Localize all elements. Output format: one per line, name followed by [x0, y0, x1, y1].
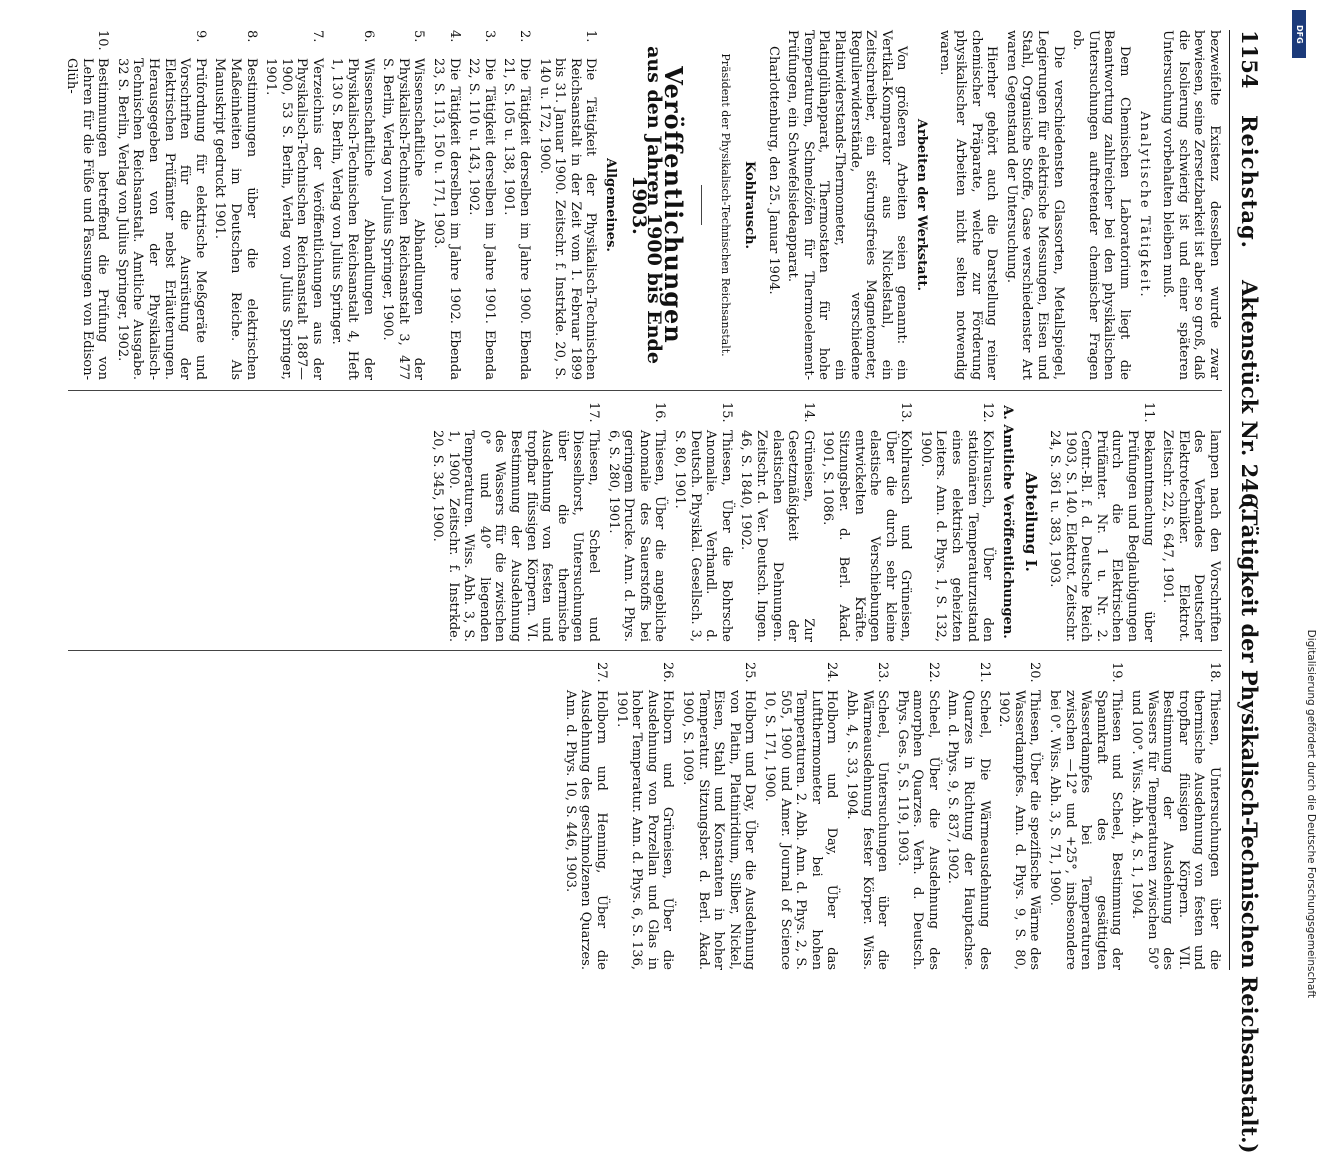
list-item — [945, 662, 992, 970]
list-item — [1046, 662, 1124, 970]
paragraph: bezweifelte Existenz desselben wurde zwar bewiesen, seine Zersetzbarkeit ist aber so groß, daß die Isolierung schwierig ist und einer späteren Untersuchung vorbehalten bleiben muß. — [1160, 30, 1222, 380]
dfg-logo-icon: DFG — [1292, 10, 1306, 58]
item-number: 20. — [1027, 662, 1043, 683]
column-left — [64, 30, 1222, 380]
section-heading: Arbeiten der Werkstatt. — [913, 118, 929, 292]
item-number: 16. — [652, 402, 668, 423]
signature: Kohlrausch. — [741, 160, 757, 249]
item-number: 17. — [586, 402, 602, 423]
column-divider — [68, 650, 1222, 651]
list-item — [917, 402, 995, 642]
item-text: Thiesen, Scheel und Diesselhorst, Untersuchungen über die thermische Ausdehnung von festen und tropfbar flüssigen Körpern. VI. Bestimmung der Ausdehnung des Wassers für die zwischen 0° und 40° liegenden Temperaturen. Wiss. Abh. 3, S. 1, 1900. Zeitschr. f. Instrkde. 20, S. 345, 1900. — [430, 430, 602, 642]
side-margin — [1290, 8, 1324, 998]
item-text: Wissenschaftliche Abhandlungen der Physikalisch-Technischen Reichsanstalt 4, Heft 1, 130 S. Berlin, Verlag von Julius Springer. — [329, 58, 376, 380]
item-number: 13. — [898, 402, 914, 423]
publication-list — [562, 662, 1222, 970]
item-text: Scheel, Untersuchungen über die Wärmeausdehnung fester Körper. Wiss. Abh. 4, S. 33, 1904. — [843, 690, 891, 970]
item-text: Die Tätigkeit derselben im Jahre 1902. Ebenda 23, S. 113, 150 u. 171, 1903. — [431, 58, 462, 380]
item-text: Die Tätigkeit derselben im Jahre 1901. Ebenda 22, S. 110 u. 143, 1902. — [466, 58, 497, 380]
paragraph: Hierher gehört auch die Darstellung reiner chemischer Präparate, welche zur Förderung physikalischer Arbeiten nicht selten notwendig waren. — [937, 30, 1000, 380]
item-text: Bekanntmachung über Prüfungen und Beglaubigungen durch die Elektrischen Prüfämter. Nr. 1 u. Nr. 2. Centr.-Bl. f. d. Deutsche Reich 1903, S. 140. Elektrot. Zeitschr. 24, S. 361 u. 383, 1903. — [1047, 430, 1156, 642]
header-center: Aktenstück Nr. 246. — [1237, 280, 1262, 515]
item-number: 9. — [192, 30, 208, 43]
header-right: (Tätigkeit der Physikalisch-Technischen Reichsanstalt.) — [1237, 500, 1262, 1153]
paragraph: Die verschiedensten Glassorten, Metallspiegel, Legierungen für elektrische Messungen, Eisen und Stahl, Organische Stoffe, Gase verschiedenster Art waren Gegenstand der Untersuchung. — [1003, 30, 1066, 380]
list-item — [1128, 662, 1222, 970]
item-text: Holborn und Henning, Über die Ausdehnung des geschmolzenen Quarzes. Ann. d. Phys. 10, S. 446, 1903. — [562, 690, 610, 970]
list-item — [430, 402, 602, 642]
item-number: 19. — [1109, 662, 1125, 683]
list-item — [562, 662, 609, 970]
list-item — [820, 402, 914, 642]
list-item — [738, 402, 816, 642]
divider — [701, 185, 702, 225]
list-item — [263, 30, 325, 380]
list-item — [1160, 402, 1222, 642]
item-number: 10. — [95, 30, 111, 51]
item-number: 27. — [594, 662, 610, 683]
item-text: Holborn und Grüneisen, Über die Ausdehnung von Porzellan und Glas in hoher Temperatur. Ann. d. Phys. 6, S. 136, 1901. — [613, 690, 676, 970]
column-right — [68, 662, 1222, 970]
list-item — [63, 30, 110, 380]
list-item — [894, 662, 941, 970]
list-item — [501, 30, 532, 380]
publications-title: Veröffentlichungen — [658, 66, 688, 344]
item-number: 26. — [660, 662, 676, 683]
item-number: 21. — [976, 662, 992, 683]
item-number: 7. — [309, 30, 325, 43]
item-text: Scheel, Über die Ausdehnung des amorphen Quarzes. Verh. d. Deutsch. Phys. Ges. 5, S. 119, 1903. — [894, 690, 941, 970]
page-header — [1229, 30, 1266, 1153]
item-text: Kohlrausch, Über den stationären Temperaturzustand eines elektrisch geheizten Leiters. Ann. d. Phys. 1, S. 132, 1900. — [917, 430, 996, 642]
list-item — [466, 30, 497, 380]
item-text: Scheel, Die Wärmeausdehnung des Quarzes in Richtung der Hauptachse. Ann. d. Phys. 9, S. 837, 1902. — [945, 690, 992, 970]
paragraph: Dem Chemischen Laboratorium liegt die Beantwortung zahlreicher bei den physikalischen Untersuchungen auftretender chemischer Fragen ob. — [1070, 30, 1133, 380]
item-number: 18. — [1207, 662, 1222, 683]
item-number: 8. — [243, 30, 259, 43]
item-text: Thiesen, Über die angebliche Anomalie des Sauerstoffs bei geringem Drucke. Ann. d. Phys. 6, S. 280, 1901. — [605, 430, 668, 642]
page-number: 1154 — [1237, 30, 1262, 89]
list-item — [605, 402, 667, 642]
list-item — [536, 30, 598, 380]
item-number: 14. — [800, 402, 816, 423]
column-middle — [68, 402, 1222, 642]
item-text: Thiesen und Scheel, Bestimmung der Spannkraft des gesättigten Wasserdampfes bei Temperaturen zwischen —12° und +25°, insbesondere bei 0°. Wiss. Abh. 3, S. 71, 1900. — [1047, 690, 1125, 970]
item-number: 4. — [446, 30, 462, 43]
item-text: Bestimmungen über die elektrischen Maßeinheiten im Deutschen Reiche. Als Manuskript gedruckt 1901. — [212, 58, 259, 380]
list-item — [671, 402, 733, 642]
item-text: lampen nach den Vorschriften des Verbandes Deutscher Elektrotechniker. Elektrot. Zeitschr. 22, S. 647, 1901. — [1160, 430, 1222, 642]
item-number: 3. — [481, 30, 497, 43]
section-heading: Allgemeines. — [603, 158, 618, 252]
list-item — [613, 662, 675, 970]
header-left: Reichstag. — [1237, 115, 1262, 249]
item-text: Die Tätigkeit derselben im Jahre 1900. Ebenda 21, S. 105 u. 138, 1901. — [501, 58, 533, 380]
item-number: 15. — [718, 402, 734, 423]
item-text: Verzeichnis der Veröffentlichungen aus der Physikalisch-Technischen Reichsanstalt 1887—1900, 53 S. Berlin, Verlag von Julius Springer, 1901. — [263, 58, 325, 380]
rotated-document-page — [54, 10, 1284, 1153]
item-number: 25. — [742, 662, 758, 683]
list-item — [996, 662, 1043, 970]
list-item — [430, 30, 461, 380]
paragraph: Von größeren Arbeiten seien genannt: ein Vertikal-Komparator aus Nickelstahl, ein Zeitschreiber, ein störungsfreies Magnetometer, Regulierwiderstände, verschiedene Platinwiderstands-Thermometer, ein Platinglühapparat, Thermostaten für hohe Temperaturen, Schmelzöfen für Thermoelement-Prüfungen, ein Schwefelsiedeapparat. — [785, 30, 910, 380]
list-item — [212, 30, 259, 380]
publications-subtitle: aus den Jahren 1900 bis Ende 1903. — [627, 46, 666, 364]
item-text: Holborn und Day, Über die Ausdehnung von Platin, Platiniridium, Silber, Nickel, Eisen, Stahl und Konstanten in hoher Temperatur. Sitzungsber. d. Berl. Akad. 1900, S. 1009. — [680, 690, 758, 970]
item-number: 23. — [875, 662, 891, 683]
item-number: 2. — [517, 30, 533, 43]
item-text: Grüneisen, Zur Gesetzmäßigkeit der elastischen Dehnungen. Zeitschr. d. Ver. Deutsch. Ingen. 46, S. 1840, 1902. — [738, 430, 816, 642]
item-number: 12. — [980, 402, 996, 423]
item-text: Thiesen, Untersuchungen über die thermische Ausdehnung von festen und tropfbar flüssigen Körpern. VII. Bestimmung der Ausdehnung des Wassers für Temperaturen zwischen 50° und 100°. Wiss. Abh. 4, S. 1, 1904. — [1129, 690, 1222, 970]
signature-title: Präsident der Physikalisch-Technischen Reichsanstalt. — [719, 53, 733, 357]
item-text: Kohlrausch und Grüneisen, Über die durch sehr kleine elastische Verschiebungen entwickelten Kräfte. Sitzungsber. d. Berl. Akad. 1901, S. 1086. — [820, 430, 914, 642]
publication-list — [63, 30, 598, 380]
publication-list — [430, 402, 996, 642]
item-number: 11. — [1140, 402, 1156, 423]
item-text: Die Tätigkeit der Physikalisch-Technischen Reichsanstalt in der Zeit vom 1. Februar 1899 bis 31. Januar 1900. Zeitschr. f. Instrkde. 20, S. 140 u. 172, 1900. — [536, 58, 599, 380]
list-item — [1046, 402, 1155, 642]
item-text: Thiesen, Über die spezifische Wärme des Wasserdampfes. Ann. d. Phys. 9, S. 80, 1902. — [996, 690, 1043, 970]
item-text: Prüfordnung für elektrische Meßgeräte und Vorschriften für die Ausrüstung der Elektrischen Prüfämter nebst Erläuterungen. Herausgegeben von der Physikalisch-Technischen Reichsanstalt. Amtliche Ausgabe. 32 S. Berlin, Verlag von Julius Springer, 1902. — [114, 58, 208, 380]
item-text: Bestimmungen betreffend die Prüfung von Lehren für die Füße und Fassungen von Edison-Glüh- — [64, 58, 111, 380]
item-number: 6. — [360, 30, 376, 43]
item-number: 5. — [411, 30, 427, 43]
section-heading: Analytische Tätigkeit. — [1136, 111, 1152, 299]
list-item — [761, 662, 839, 970]
column-divider — [68, 390, 1222, 391]
item-number: 22. — [925, 662, 941, 683]
item-text: Holborn und Day, Über das Luftthermometer bei hohen Temperaturen. 2. Abh. Ann. d. Phys. 2, S. 505, 1900 und Amer. Journal of Science 10, S. 171, 1900. — [761, 690, 840, 970]
publication-list — [1046, 402, 1222, 642]
item-text: Thiesen, Über die Bohrsche Anomalie. Verhandl. d. Deutsch. Physikal. Gesellsch. 3, S. 80, 1901. — [672, 430, 734, 642]
item-text: Wissenschaftliche Abhandlungen der Physikalisch-Technischen Reichsanstalt 3, 477 S. Berlin, Verlag von Julius Springer, 1900. — [380, 58, 427, 380]
section-heading: Abteilung I. — [1022, 472, 1041, 572]
digitization-note: Digitalisierung gefördert durch die Deutsche Forschungsgemeinschaft — [1305, 629, 1317, 998]
item-number: 24. — [824, 662, 840, 683]
item-number: 1. — [583, 30, 599, 43]
list-item — [380, 30, 427, 380]
list-item — [843, 662, 890, 970]
list-item — [329, 30, 376, 380]
list-item — [114, 30, 208, 380]
list-item — [679, 662, 757, 970]
place-date: Charlottenburg, den 25. Januar 1904. — [765, 46, 781, 295]
section-heading: A. Amtliche Veröffentlichungen. — [999, 405, 1015, 639]
